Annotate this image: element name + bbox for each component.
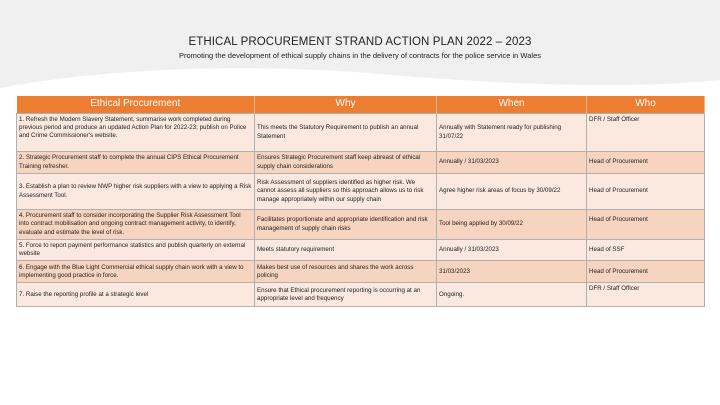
when-cell: Annually / 31/03/2023 — [437, 152, 587, 174]
when-cell: 31/03/2023 — [437, 261, 587, 283]
who-cell: Head of Procurement — [587, 210, 705, 240]
why-cell: Ensures Strategic Procurement staff keep abreast of ethical supply chain considerations — [255, 152, 437, 174]
why-cell: Ensure that Ethical procurement reporting is occurring at an appropriate level and frequency — [255, 283, 437, 307]
column-header-who: Who — [587, 96, 705, 114]
why-cell: Meets statutory requirement — [255, 240, 437, 261]
action-cell: 2. Strategic Procurement staff to complete the annual CIPS Ethical Procurement Training refresher. — [17, 152, 255, 174]
who-cell: Head of Procurement — [587, 261, 705, 283]
who-cell: Head of Procurement — [587, 152, 705, 174]
page-subtitle: Promoting the development of ethical supply chains in the delivery of contracts for the police service in Wales — [179, 51, 541, 60]
action-cell: 3. Establish a plan to review NWP higher risk suppliers with a view to applying a Risk Assessment Tool. — [17, 174, 255, 210]
column-header-why: Why — [255, 96, 437, 114]
action-cell: 6. Engage with the Blue Light Commercial ethical supply chain work with a view to implementing good practice in force. — [17, 261, 255, 283]
why-cell: Makes best use of resources and shares the work across policing — [255, 261, 437, 283]
why-cell: Facilitates proportionate and appropriate identification and risk management of supply chain risks — [255, 210, 437, 240]
table-row — [17, 283, 705, 307]
column-header-when: When — [437, 96, 587, 114]
action-cell: 7. Raise the reporting profile at a strategic level — [17, 283, 255, 307]
banner-wave-decoration — [0, 60, 720, 100]
when-cell: Agree higher risk areas of focus by 30/09/22 — [437, 174, 587, 210]
when-cell: Tool being applied by 30/09/22 — [437, 210, 587, 240]
who-cell: DFR / Staff Officer — [587, 283, 705, 307]
table-row — [17, 114, 705, 152]
page-title: ETHICAL PROCUREMENT STRAND ACTION PLAN 2022 – 2023 — [188, 36, 532, 48]
table-row — [17, 210, 705, 240]
table-row — [17, 261, 705, 283]
when-cell: Annually with Statement ready for publishing 31/07/22 — [437, 114, 587, 152]
when-cell: Ongoing. — [437, 283, 587, 307]
table-header-row — [17, 96, 705, 114]
why-cell: This meets the Statutory Requirement to publish an annual Statement — [255, 114, 437, 152]
table-row — [17, 240, 705, 261]
table-row — [17, 174, 705, 210]
action-cell: 1. Refresh the Modern Slavery Statement, summarise work completed during previous period and produce an updated Action Plan for 2022-23; publish on Police and Crime Commissioner's website. — [17, 114, 255, 152]
who-cell: DFR / Staff Officer — [587, 114, 705, 152]
action-cell: 4. Procurement staff to consider incorporating the Supplier Risk Assessment Tool into contract mobilisation and ongoing contract management activity, to identify, evaluate and estimate the level of risk. — [17, 210, 255, 240]
who-cell: Head of SSF — [587, 240, 705, 261]
table-row — [17, 152, 705, 174]
action-plan-table — [16, 96, 705, 307]
column-header-ethical-procurement: Ethical Procurement — [17, 96, 255, 114]
when-cell: Annually / 31/03/2023 — [437, 240, 587, 261]
who-cell: Head of Procurement — [587, 174, 705, 210]
why-cell: Risk Assessment of suppliers identified as higher risk. We cannot assess all suppliers so this approach allows us to risk manage appropriately within our supply chain — [255, 174, 437, 210]
action-cell: 5. Force to report payment performance statistics and publish quarterly on external website — [17, 240, 255, 261]
